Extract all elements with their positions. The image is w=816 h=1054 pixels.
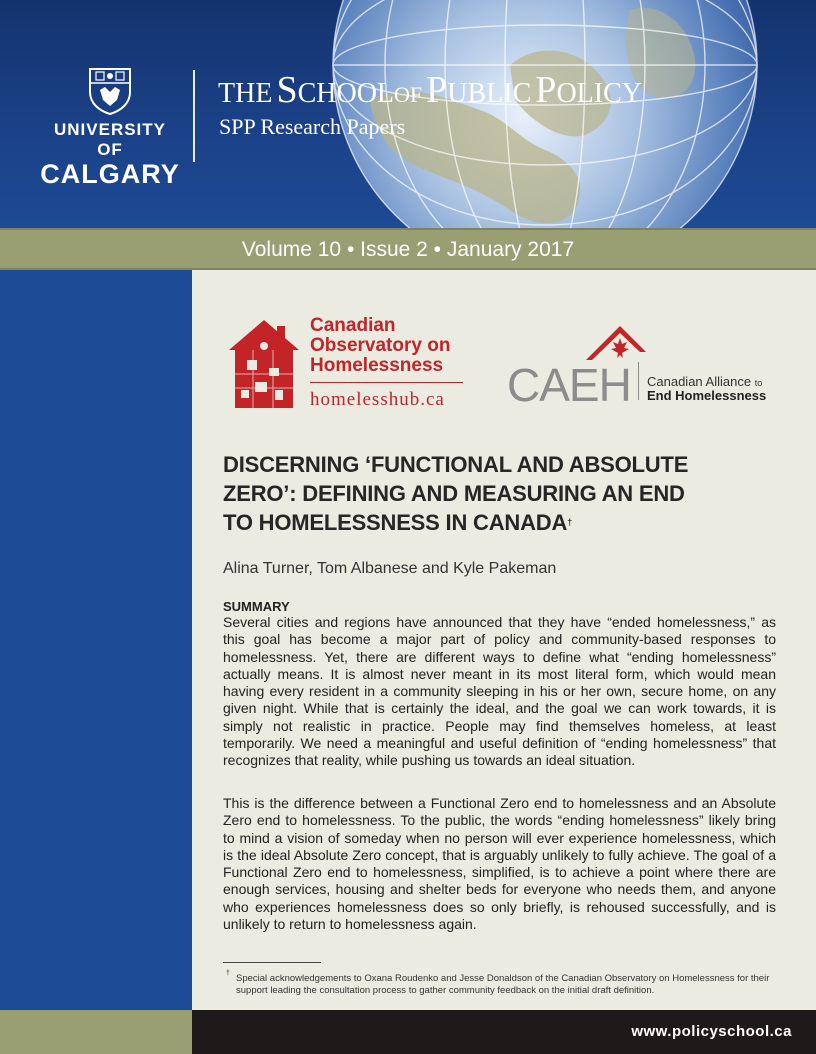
caeh-name-line2: End Homelessness [647, 388, 767, 403]
caeh-acronym: CAEH [507, 359, 631, 411]
issue-info: Volume 10 • Issue 2 • January 2017 [241, 238, 575, 261]
left-sidebar-olive [0, 1010, 192, 1054]
university-logo [40, 66, 180, 188]
summary-paragraph-2: This is the difference between a Functional Zero end to homelessness and an Absolute Zero end to homelessness. To the public, the words “ending homelessness” likely bring to mind a vision of someday when no person will ever experience homelessness, which is the ideal Absolute Zero concept, that is arguably unlikely to fully achieve. The goal of a Functional Zero end to homelessness, simplified, is to achieve a point where there are enough services, housing and shelter beds for everyone who needs them, and anyone who experiences homelessness does so only briefly, is rehoused successfully, and is unlikely to return to homelessness again. [223, 795, 776, 933]
authors: Alina Turner, Tom Albanese and Kyle Pakeman [223, 560, 557, 577]
university-crest-icon [87, 66, 133, 116]
issue-band [0, 228, 816, 270]
coh-divider [310, 382, 463, 383]
university-name-line2: CALGARY [40, 159, 180, 189]
house-puzzle-icon [225, 316, 303, 412]
coh-url: homelesshub.ca [310, 389, 445, 410]
caeh-divider [638, 362, 639, 400]
footer-bar [192, 1010, 816, 1054]
header-divider [193, 70, 195, 162]
caeh-name-line1: Canadian Alliance to [647, 374, 763, 389]
summary-heading: SUMMARY [223, 599, 290, 614]
footnote-rule [223, 962, 321, 963]
left-sidebar-blue [0, 270, 192, 1010]
university-name-line1: UNIVERSITY OF [53, 120, 167, 159]
series-name: SPP Research Papers [219, 114, 406, 139]
header-banner [0, 0, 816, 228]
school-title: THE SCHOOLOF PUBLIC POLICY [218, 69, 642, 111]
footnote-mark: † [226, 970, 230, 977]
article-title: DISCERNING ‘FUNCTIONAL AND ABSOLUTE ZERO’: DEFINING AND MEASURING AN END TO HOMELESSNESS IN CANADA† [223, 452, 689, 535]
footnote-marker: † [567, 517, 572, 527]
coh-name: Canadian Observatory on Homelessness [310, 315, 451, 376]
summary-paragraph-1: Several cities and regions have announced that they have “ended homelessness,” as this goal has become a major part of policy and community-based responses to homelessness. Yet, there are different ways to define what “ending homelessness” actually means. It is almost never meant in its most literal form, which would mean having every resident in a community sleeping in his or her own, secure home, on any given night. While that is certainly the ideal, and the goal we can work towards, it is simply not realistic in practice. People may find themselves homeless, at least temporarily. We need a meaningful and useful definition of “ending homelessness” that recognizes that reality, while pushing us towards an ideal situation. [223, 614, 776, 769]
footer-url: www.policyschool.ca [631, 1023, 792, 1040]
footnote-text: Special acknowledgements to Oxana Roudenko and Jesse Donaldson of the Canadian Observatory on Homelessness for their support leading the consultation process to gather community feedback on the initial draft definition. [236, 973, 770, 996]
